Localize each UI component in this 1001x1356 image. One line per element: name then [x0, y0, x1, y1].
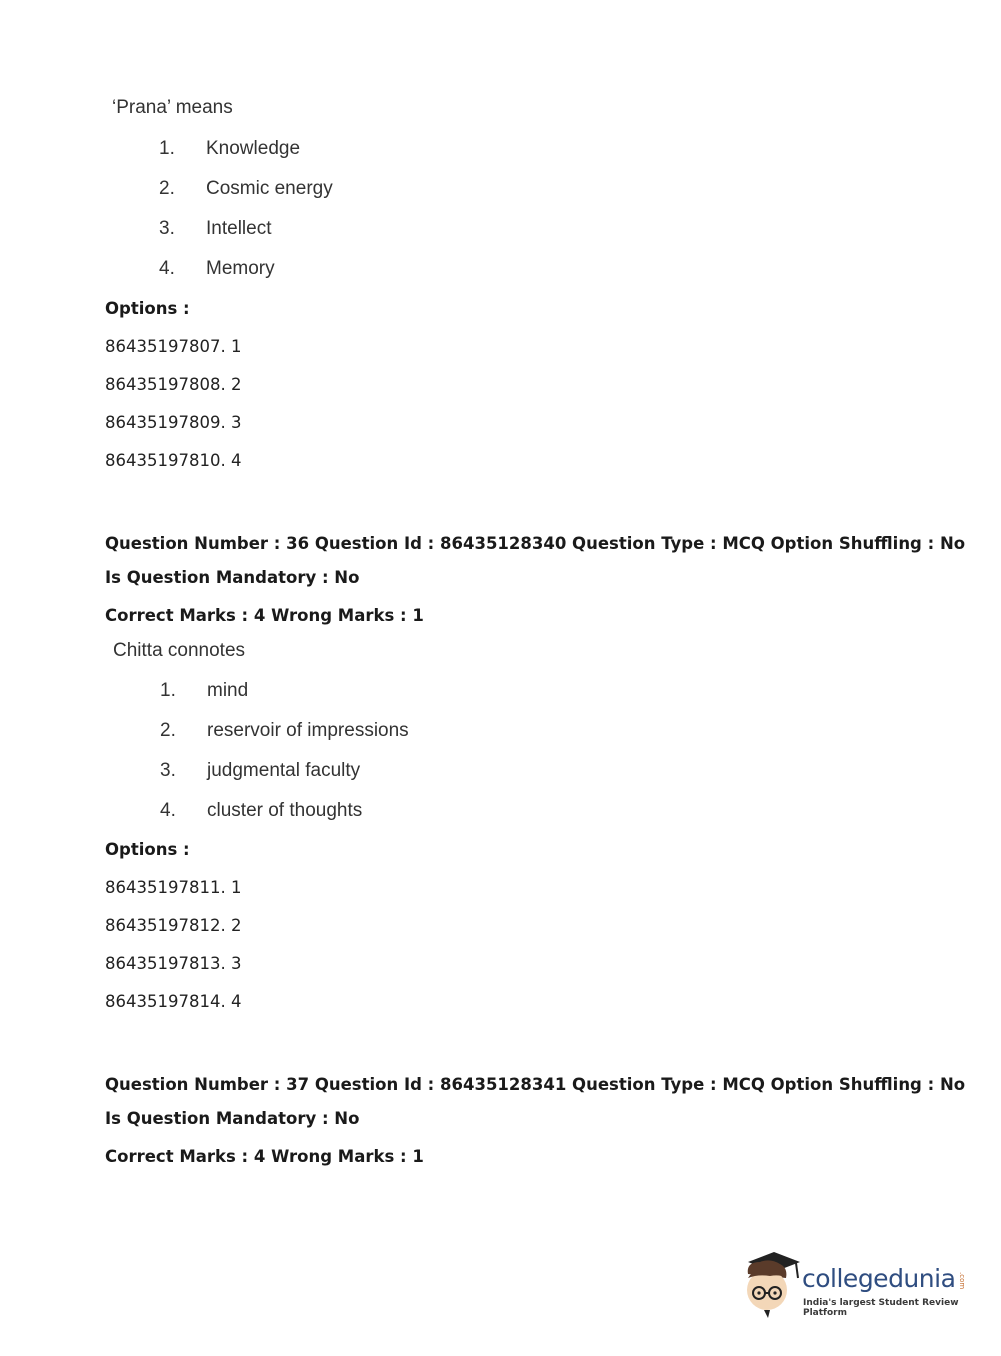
logo-wordmark: collegedunia [802, 1264, 956, 1293]
choice-text: cluster of thoughts [207, 800, 363, 821]
choice-number: 3. [159, 218, 175, 239]
choice-text: Memory [206, 258, 275, 279]
choice-text: Knowledge [206, 138, 301, 159]
question-header: Question Number : 37 Question Id : 86435128341 Question Type : MCQ Option Shuffling : No [105, 1075, 966, 1094]
question-mandatory: Is Question Mandatory : No [105, 568, 360, 587]
choice-number: 1. [159, 138, 175, 159]
logo-tagline: India's largest Student Review Platform [803, 1298, 959, 1318]
option-item: 86435197808. 2 [105, 375, 242, 394]
mascot-icon [740, 1248, 802, 1320]
question-stem: ‘Prana’ means [112, 97, 233, 118]
logo-domain: .com [958, 1272, 966, 1290]
question-stem: Chitta connotes [113, 640, 246, 661]
choice-text: reservoir of impressions [207, 720, 409, 741]
option-item: 86435197811. 1 [105, 878, 242, 897]
choice-number: 3. [160, 760, 176, 781]
question-header: Question Number : 36 Question Id : 86435128340 Question Type : MCQ Option Shuffling : No [105, 534, 966, 553]
option-item: 86435197807. 1 [105, 337, 242, 356]
choice-text: Intellect [206, 218, 272, 239]
choice-number: 2. [159, 178, 175, 199]
choice-text: Cosmic energy [206, 178, 333, 199]
choice-number: 2. [160, 720, 176, 741]
choice-number: 1. [160, 680, 176, 701]
question-marks: Correct Marks : 4 Wrong Marks : 1 [105, 1147, 424, 1166]
options-label: Options : [105, 840, 190, 859]
question-mandatory: Is Question Mandatory : No [105, 1109, 360, 1128]
choice-number: 4. [160, 800, 176, 821]
option-item: 86435197814. 4 [105, 992, 242, 1011]
choice-text: judgmental faculty [207, 760, 361, 781]
options-label: Options : [105, 299, 190, 318]
option-item: 86435197813. 3 [105, 954, 242, 973]
option-item: 86435197812. 2 [105, 916, 242, 935]
option-item: 86435197809. 3 [105, 413, 242, 432]
collegedunia-logo [740, 1248, 980, 1320]
option-item: 86435197810. 4 [105, 451, 242, 470]
question-marks: Correct Marks : 4 Wrong Marks : 1 [105, 606, 424, 625]
choice-number: 4. [159, 258, 175, 279]
choice-text: mind [207, 680, 249, 701]
